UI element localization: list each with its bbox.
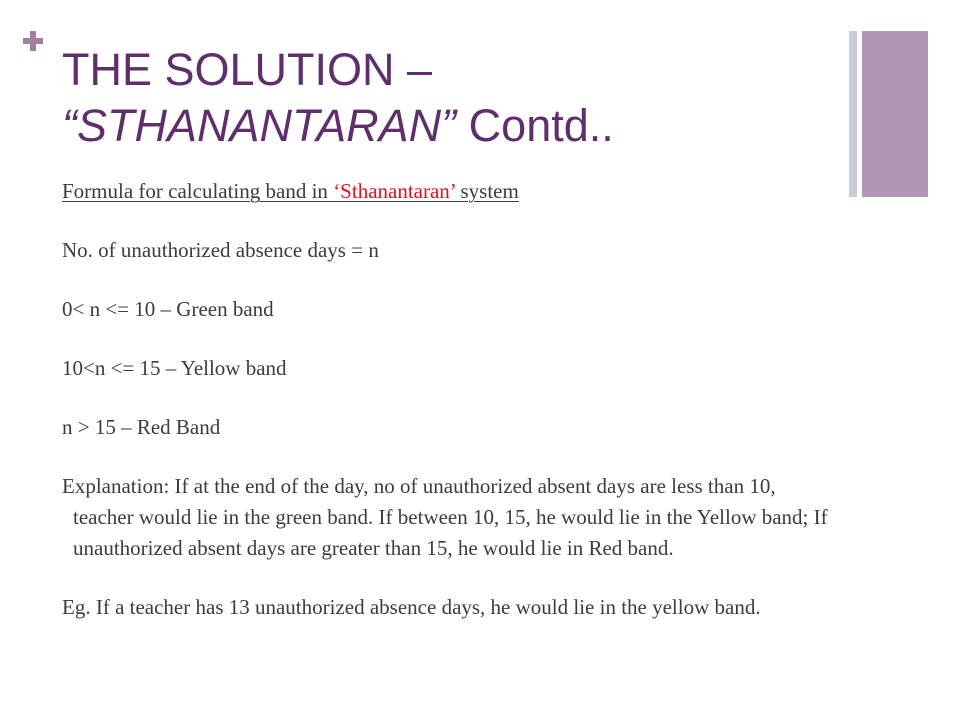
decorative-thick-bar [862,31,928,197]
formula-heading-after: system [455,179,519,203]
band-yellow-line: 10<n <= 15 – Yellow band [62,356,287,380]
title-italic-term: “STHANANTARAN” [62,100,457,151]
example-paragraph: Eg. If a teacher has 13 unauthorized absence days, he would lie in the yellow band. [62,595,761,619]
title-line-1: THE SOLUTION – [62,44,433,95]
formula-heading [62,176,832,207]
title-line-2-rest: Contd.. [456,100,614,151]
plus-icon [20,28,46,54]
band-red-line: n > 15 – Red Band [62,415,221,439]
title-line-2 [62,98,822,154]
formula-heading-before: Formula for calculating band in [62,179,334,203]
definition-line: No. of unauthorized absence days = n [62,238,379,262]
slide-body [62,176,832,623]
decorative-thin-bar [849,31,857,197]
formula-heading-highlight: ‘Sthanantaran’ [333,179,456,203]
explanation-paragraph: Explanation: If at the end of the day, no of unauthorized absent days are less than 10, teacher would lie in the green band. If between 10, 15, he would lie in the Yellow band; If unauthorized absent days are greater than 15, he would lie in Red band. [62,474,828,560]
slide-title [62,42,822,154]
band-green-line: 0< n <= 10 – Green band [62,297,274,321]
